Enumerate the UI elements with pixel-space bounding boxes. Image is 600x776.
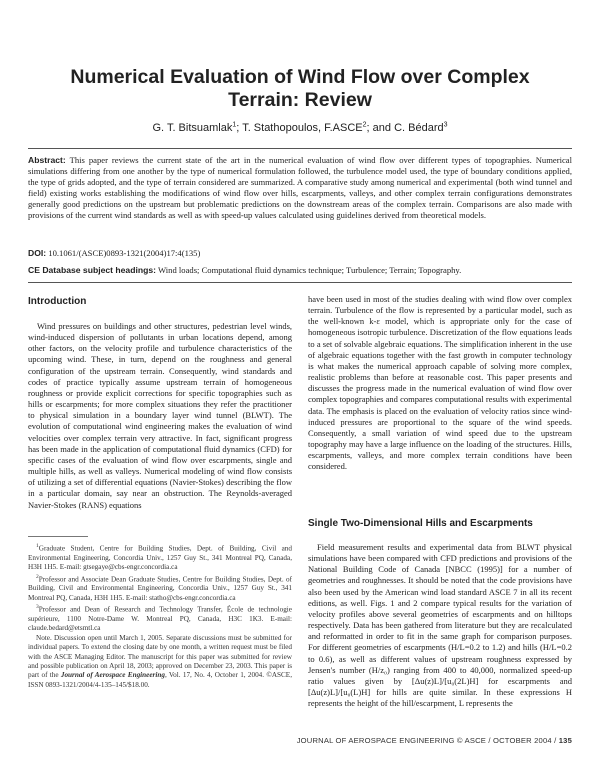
footer-journal: JOURNAL OF AEROSPACE ENGINEERING © ASCE / OCTOBER 2004 / [296, 736, 559, 745]
footnotes [28, 542, 292, 690]
subject-headings-value: Wind loads; Computational fluid dynamics technique; Turbulence; Terrain; Topography. [158, 265, 462, 275]
abstract-divider [28, 282, 572, 283]
author: T. Stathopoulos, F.ASCE$^2$; and [242, 121, 395, 134]
footnote: $^1$Graduate Student, Centre for Building Studies, Dept. of Building, Civil and Environmental Engineering, Concordia Univ., 1257 Guy St., 341 Montreal PQ, Canada, H3H 1H5. E-mail: gtsegaye@cbs-engr.concordia.ca [28, 543, 292, 572]
footnote: $^2$Professor and Associate Dean Graduate Studies, Centre for Building Studies, Dept. of Building, Civil and Environmental Engineering, Concordia Univ., 1257 Guy St., 341 Montreal PQ, Canada, H3H 1H5. E-mail: statho@cbs-engr.concordia.ca [28, 573, 292, 602]
doi-value[interactable]: 10.1061/(ASCE)0893-1321(2004)17:4(135) [48, 248, 201, 258]
author-list [40, 121, 560, 134]
footnote: $^3$Professor and Dean of Research and Technology Transfer, École de technologie supérieure, 1100 Notre-Dame W. Montreal PQ, Canada, H3C 1K3. E-mail: claude.bedard@etsmtl.ca [28, 604, 292, 633]
hills-paragraph: Field measurement results and experimental data from BLWT physical simulations have been compared with CFD predictions and provisions of the National Building Code of Canada [NBCC (1995)] for a number of geometries and roughnesses. It should be noted that the code provisions have also been used by the American wind load standard ASCE 7 in all its recent editions, as well. Figs. 1 and 2 compare typical results for the variation of velocity profiles above several geometries of escarpments and on hilltops respectively. Data has been gathered from literature but they are recalculated and reformatted in order to fit in the same graph for comparison purposes. For different geometries of escarpments (H/L=0.2 to 1.2) and hills (H/L=0.2 to 0.6), as well as different values of upstream roughness expressed by Jensen's number (H/z₀) ranging from 400 to 40,000, normalized speed-up ratio values given by [Δu(z)L]/[u₀(2L)H] for escarpments and [Δu(z)L]/[u₀(L)H] for hills are quite similar. In these expressions H represents the height of the hill/escarpment, L represents the [308, 542, 572, 709]
subject-headings [28, 265, 461, 275]
author: G. T. Bitsuamlak$^1$; [152, 121, 243, 134]
doi-label: DOI: [28, 248, 47, 258]
submission-note: Note. Discussion open until March 1, 2005. Separate discussions must be submitted for individual papers. To extend the closing date by one month, a written request must be filed with the ASCE Managing Editor. The manuscript for this paper was submitted for review and possible publication on April 18, 2003; approved on December 23, 2003. This paper is part of the Journal of Aerospace Engineering, Vol. 17, No. 4, October 1, 2004. ©ASCE, ISSN 0893-1321/2004/4-135–145/$18.00. [28, 633, 292, 689]
author: C. Bédard$^3$ [394, 121, 448, 134]
page-number: 135 [558, 736, 572, 745]
page-footer [297, 736, 572, 745]
subject-headings-label: CE Database subject headings: [28, 265, 156, 275]
abstract-text: This paper reviews the current state of the art in the numerical evaluation of wind flow over different types of topographies. Numerical simulations differing from one another by the type of numerical formulation followed, the turbulence model used, the type of boundary conditions applied, the type of grids adopted, and the type of terrain considered are summarized. A comparative study among numerical and experimental (both wind tunnel and field) existing works establishing the modifications of wind flow over hills, escarpments, valleys, and other complex terrain configurations demonstrates generally good predictions on the upstream but problematic predictions on the downstream areas of the complex terrain. Comparisons are also made with provisions of the current wind standards as well as with speed-up values calculated using guidelines derived from theoretical models. [28, 155, 572, 221]
right-column-text: have been used in most of the studies dealing with wind flow over complex terrain. Turbulence of the flow is represented by a particular model, such as the well-known k-ε model, which is appropriate only for the case of homogeneous isotropic turbulence. Discretization of the flow equations leads to a set of solvable algebraic equations. The simplification inherent in the use of algebraic equations together with the fast growth in computer technology is what makes the numerical approach capable of solving more complex, realistic problems than before at reasonable cost. This paper presents and discusses the progress made in the numerical evaluation of wind flow over complex topographies and compares computational results with experimental data. The emphasis is placed on the evaluation of velocity ratios since wind-induced pressures are proportional to the square of the wind speeds. Consequently, a small variation of wind speed due to the upstream topography may have a large influence on the loading of the structures. Hills, escarpments, valleys, and more complex terrain conditions have been considered. [308, 294, 572, 472]
intro-paragraph: Wind pressures on buildings and other structures, pedestrian level winds, wind-induced dispersion of pollutants in urban locations depend, among other factors, on the velocity profile and turbulence characteristics of the upcoming wind. These, in turn, depend on the roughness and general configuration of the upstream terrain. Consequently, wind standards and codes of practice typically assume upstream terrain of homogeneous roughness or provide explicit corrections for specific topographies such as hills or escarpments; for more complex situations they refer the practitioner to physical simulation in a boundary layer wind tunnel (BLWT). The evolution of computational wind engineering makes the evaluation of wind velocities over complex terrain very attractive. In fact, significant progress has been made in the application of computational fluid dynamics (CFD) for specific cases of the evaluation of wind flow over escarpments, single and multiple hills, as well as valleys. Numerical modeling of wind flow consists of utilizing a set of differential equations (Navier-Stokes) describing the flow in a particular domain, say near an obstruction. The Reynolds-averaged Navier-Stokes (RANS) equations [28, 321, 292, 510]
header-divider [28, 148, 572, 149]
abstract-label: Abstract: [28, 155, 66, 165]
paper-title: Numerical Evaluation of Wind Flow over Complex Terrain: Review [70, 66, 530, 111]
section-heading-hills: Single Two-Dimensional Hills and Escarpments [308, 518, 533, 529]
doi-line [28, 248, 200, 258]
abstract [28, 155, 572, 222]
section-heading-introduction: Introduction [28, 296, 87, 307]
footnote-divider [28, 536, 88, 537]
